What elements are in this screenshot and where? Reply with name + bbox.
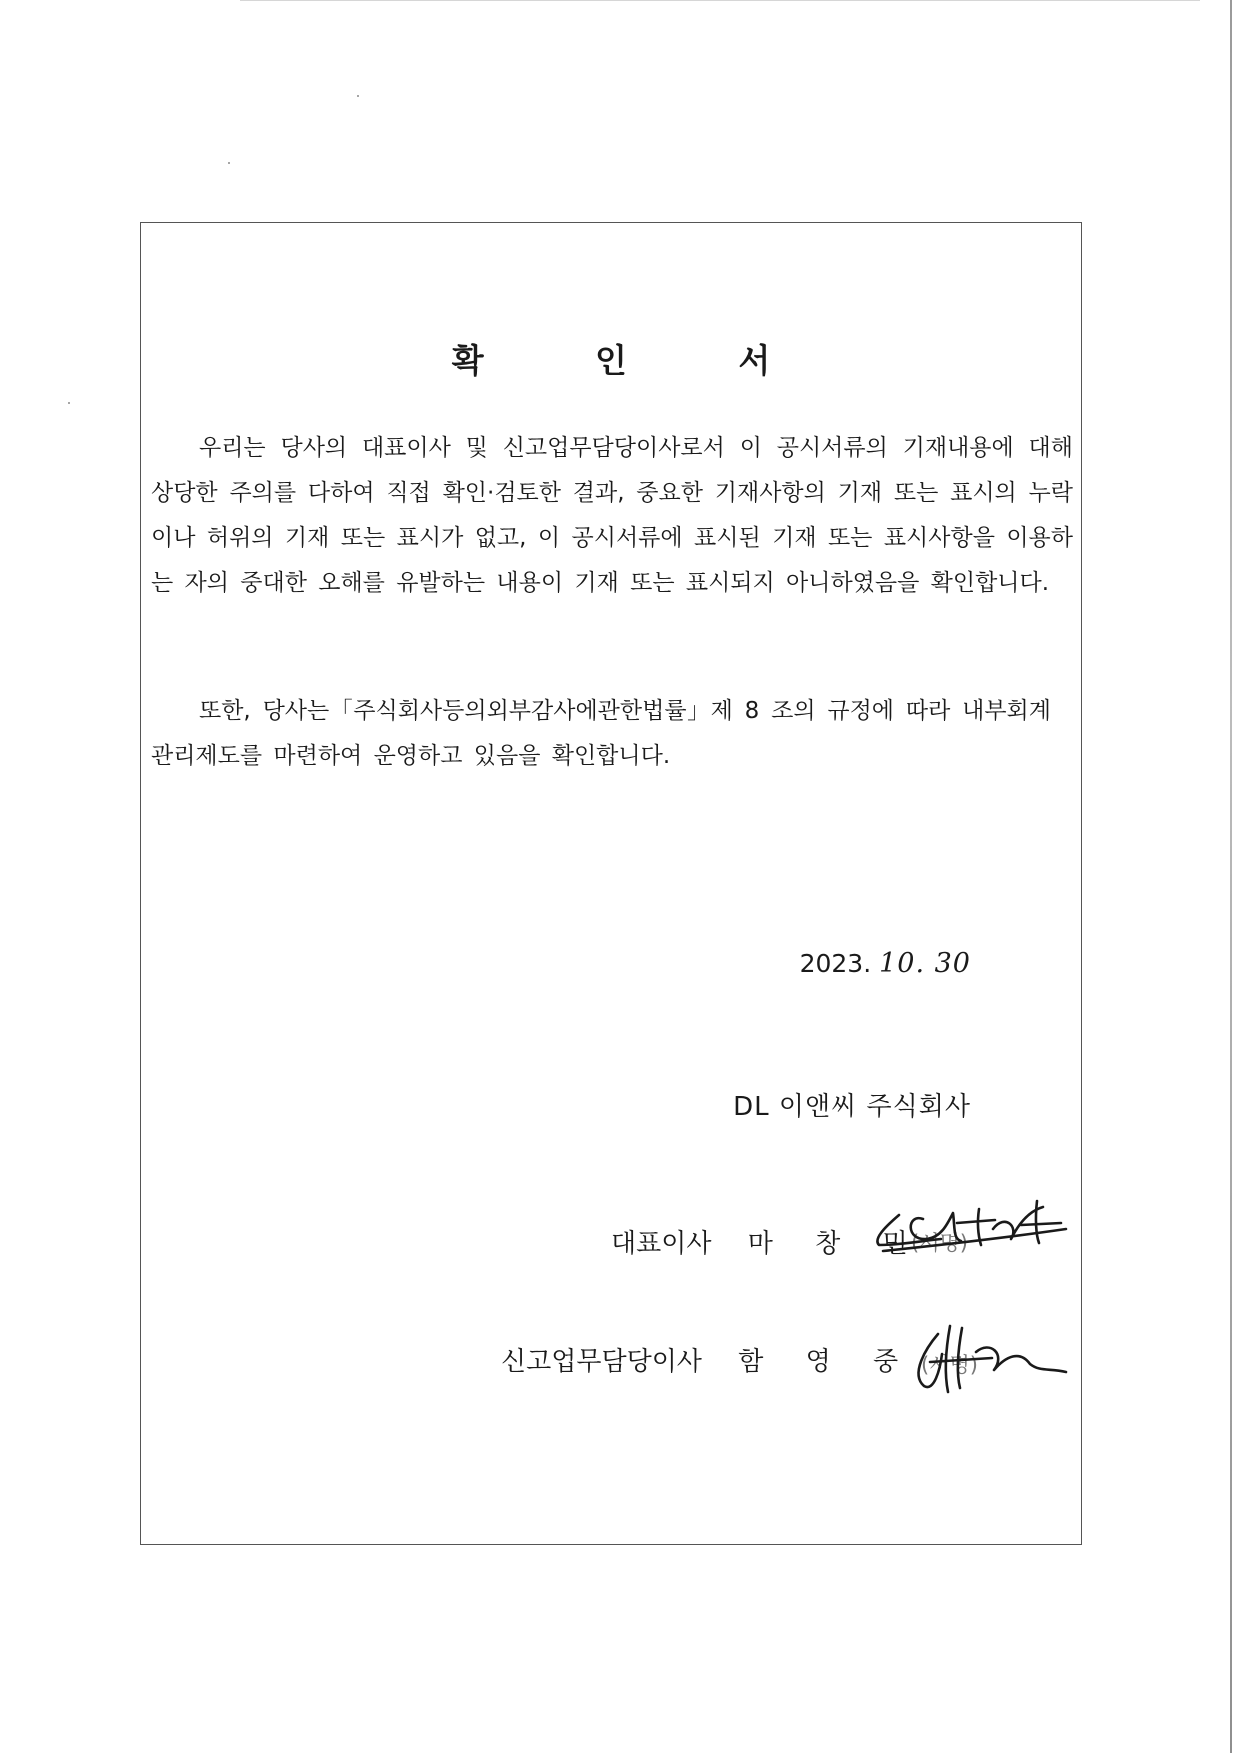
signature-placeholder: (서명): [911, 1231, 968, 1255]
document-title: 확 인 서: [451, 341, 821, 380]
date-year: 2023.: [799, 949, 872, 978]
confirmation-paragraph: 우리는 당사의 대표이사 및 신고업무담당이사로서 이 공시서류의 기재내용에 대해 상당한 주의를 다하여 직접 확인·검토한 결과, 중요한 기재사항의 기재 또는 표시의 누락이나 허위의 기재 또는 표시가 없고, 이 공시서류에 표시된 기재 또는 표시사항을 이용하는 자의 중대한 오해를 유발하는 내용이 기재 또는 표시되지 아니하였음을 확인합니다.: [151, 435, 1073, 596]
scan-speck: [68, 402, 70, 404]
signatory-name: 함 영 중: [738, 1347, 916, 1377]
scan-speck: [357, 95, 359, 97]
signatory-disclosure-officer: [501, 1341, 915, 1378]
date-handwritten: 10. 30: [879, 948, 971, 979]
scan-speck: [228, 162, 230, 164]
company-name: DL 이앤씨 주식회사: [733, 1092, 971, 1122]
ceo-signature: [861, 1183, 1091, 1263]
scan-top-edge: [240, 0, 1200, 1]
internal-control-paragraph: 또한, 당사는「주식회사등의외부감사에관한법률」제 8 조의 규정에 따라 내부회계관리제도를 마련하여 운영하고 있음을 확인합니다.: [151, 698, 1051, 769]
document-date: [800, 948, 971, 979]
signatory-role: 대표이사: [611, 1229, 712, 1259]
disclosure-officer-signature: [896, 1318, 1096, 1408]
confirmation-document: [140, 222, 1082, 1545]
signatory-role: 신고업무담당이사: [501, 1347, 702, 1377]
scan-right-edge: [1230, 0, 1232, 1753]
signature-placeholder: (서명): [921, 1353, 978, 1377]
signatory-name: 마 창 민: [747, 1229, 925, 1259]
